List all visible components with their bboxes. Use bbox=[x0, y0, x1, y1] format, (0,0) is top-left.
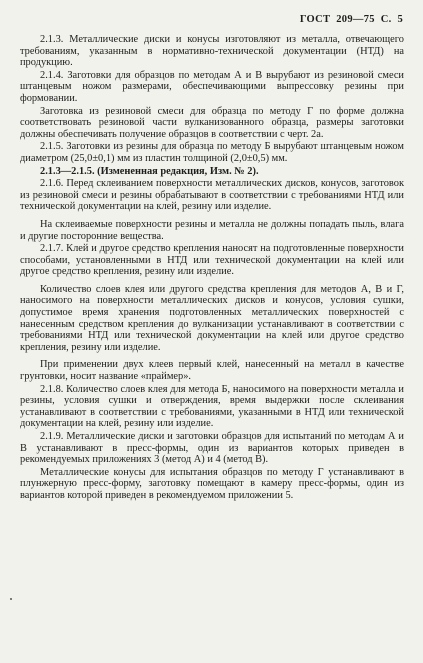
paragraph-adhesive-layers: Количество слоев клея или другого средства крепления для методов А, В и Г, наносимого на поверхности металлических дисков и конусов, условия сушки, допустимое время хранения подготовленных металлических поверхностей с нанесенным средством крепления до вулканизации устанавливают в соответствии с требованиями НТД или технической документации на клей или другое средство крепления, резину или изделие. bbox=[20, 283, 404, 353]
paragraph-2-1-3: 2.1.3. Металлические диски и конусы изготовляют из металла, отвечающего требованиям, указанным в нормативно-технической документации (НТД) на продукцию. bbox=[20, 34, 404, 69]
margin-mark bbox=[10, 598, 12, 600]
paragraph-2-1-7: 2.1.7. Клей и другое средство крепления наносят на подготовленные поверхности способами, установленными в НТД или технической документации на клей или другое средство крепления, резину или изделие. bbox=[20, 243, 404, 278]
paragraph-surfaces-clean: На склеиваемые поверхности резины и металла не должны попадать пыль, влага и другие посторонние вещества. bbox=[20, 218, 404, 242]
paragraph-2-1-6: 2.1.6. Перед склеиванием поверхности металлических дисков, конусов, заготовок из резиновой смеси и резины обрабатывают в соответствии с требованиями НТД или технической документации на клей, резину или изделие. bbox=[20, 178, 404, 213]
page-header: ГОСТ 209—75 С. 5 bbox=[299, 14, 403, 25]
paragraph-2-1-9: 2.1.9. Металлические диски и заготовки образцов для испытаний по методам А и В устанавливают в пресс-формы, один из вариантов которых приведен в рекомендуемых приложениях 3 (метод А) и 4 (метод В). bbox=[20, 431, 404, 466]
paragraph-cones-method-g: Металлические конусы для испытания образцов по методу Г устанавливают в плунжерную пресс-форму, заготовку помещают в камеру пресс-формы, один из вариантов которой приведен в рекомендуемом приложении 5. bbox=[20, 466, 404, 501]
paragraph-primer: При применении двух клеев первый клей, нанесенный на металл в качестве грунтовки, носит название «праймер». bbox=[20, 359, 404, 383]
document-body bbox=[20, 34, 404, 503]
amendment-note: 2.1.3—2.1.5. (Измененная редакция, Изм. № 2). bbox=[40, 165, 259, 177]
paragraph-2-1-4: 2.1.4. Заготовки для образцов по методам А и В вырубают из резиновой смеси штанцевым ножом размерами, обеспечивающими выпрессовку резины при формовании. bbox=[20, 69, 404, 104]
paragraph-2-1-8: 2.1.8. Количество слоев клея для метода Б, наносимого на поверхности металла и резины, условия сушки и отверждения, время выдержки после склеивания устанавливают в соответствии с требованиями, указанными в НТД или технической документации на клей, резину или изделие. bbox=[20, 383, 404, 430]
paragraph-2-1-5: 2.1.5. Заготовки из резины для образца по методу Б вырубают штанцевым ножом диаметром (25,0±0,1) мм из пластин толщиной (2,0±0,5) мм. bbox=[20, 141, 404, 164]
paragraph-method-g-blank: Заготовка из резиновой смеси для образца по методу Г по форме должна соответствовать резиновой части вулканизованного образца, размеры заготовки должны обеспечивать получение образцов в соответствии с черт. 2а. bbox=[20, 105, 404, 140]
